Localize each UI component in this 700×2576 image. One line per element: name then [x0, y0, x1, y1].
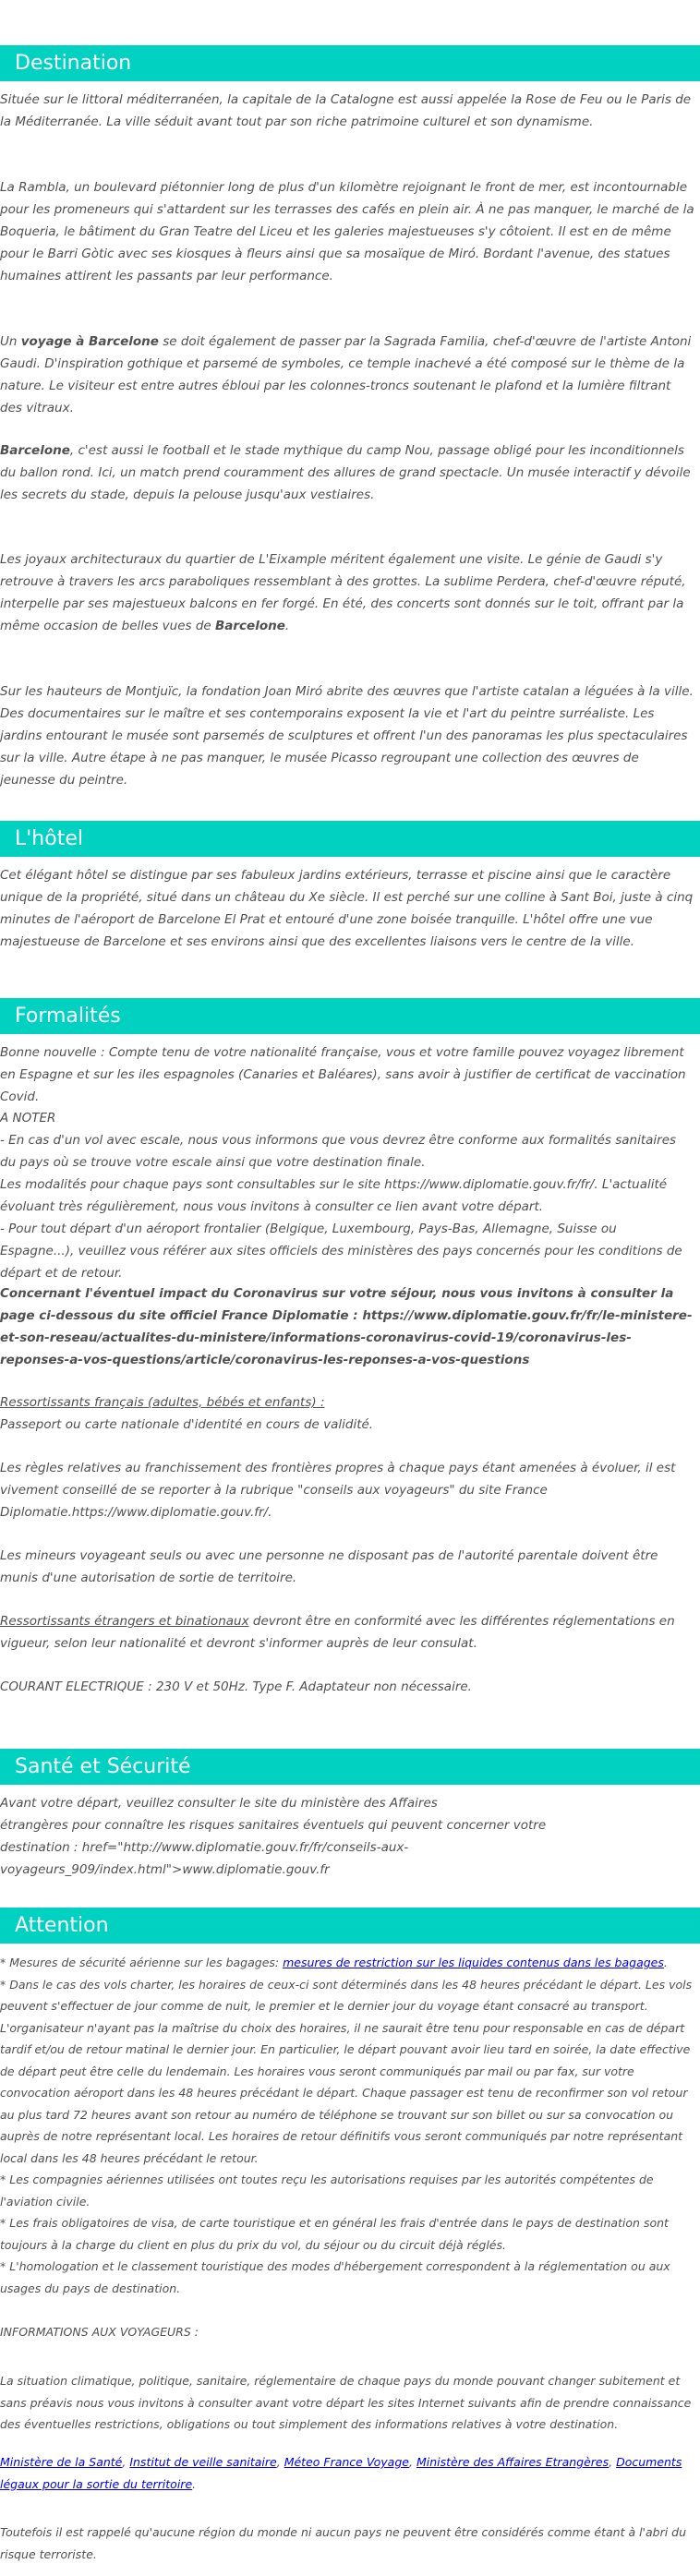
paragraph: La Rambla, un boulevard piétonnier long de plus d'un kilomètre rejoignant le front de mer, est incontournable pour les promeneurs qui s'attardent sur les terrasses des cafés en plein air. À ne pas manquer, le marché de la Boqueria, le bâtiment du Gran Teatre del Liceu et les galeries majestueuses s'y côtoient. Il est en de même pour le Barri Gòtic avec ses kiosques à fleurs ainsi que sa mosaïque de Miró. Bordant l'avenue, des statues humaines attirent les passants par leur performance.	[0, 180, 694, 283]
bold-keyword: Barcelone	[0, 443, 70, 458]
link-veille-sanitaire[interactable]: Institut de veille sanitaire	[129, 2455, 277, 2469]
destination-rambla	[0, 176, 694, 287]
covid-notice: Concernant l'éventuel impact du Coronavirus sur votre séjour, nous vous invitons à consulter la page ci-dessous du site officiel France Diplomatie : https://www.diplomatie.gouv.fr/fr/le-ministere-et-son-reseau/actualites-du-ministere/informations-coronavirus-covid-19/coronavirus-les-reponses-a-vos-questions/article/coronavirus-les-reponses-a-vos-questions	[0, 1286, 693, 1367]
destination-montjuic	[0, 680, 694, 791]
paragraph: Située sur le littoral méditerranéen, la capitale de la Catalogne est aussi appelée la Rose de Feu ou le Paris de la Méditerranée. La ville séduit avant tout par son riche patrimoine culturel et son dynamisme.	[0, 92, 692, 129]
attention-list	[0, 1952, 694, 2299]
link-meteo-france[interactable]: Méteo France Voyage	[284, 2455, 409, 2469]
bold-keyword: voyage à Barcelone	[20, 334, 159, 349]
attention-item: * L'homologation et le classement touristique des modes d'hébergement correspondent à la réglementation ou aux usages du pays de destination.	[0, 2259, 670, 2295]
link-documents-legaux[interactable]: Documents légaux pour la sortie du territoire	[0, 2455, 682, 2491]
paragraph: INFORMATIONS AUX VOYAGEURS :	[0, 2325, 199, 2339]
info-voyageurs-title	[0, 2321, 694, 2343]
noter-title: A NOTER	[0, 1111, 56, 1125]
paragraph: Cet élégant hôtel se distingue par ses fabuleux jardins extérieurs, terrasse et piscine ainsi que le caractère unique de la propriété, situé dans un château du Xe siècle. Il est perché sur une colline à Sant Boi, juste à cinq minutes de l'aéroport de Barcelone El Prat et entouré d'une zone boisée tranquille. L'hôtel offre une vue majestueuse de Barcelone et ses environs ainsi que des excellentes liaisons vers le centre de la ville.	[0, 868, 694, 949]
paragraph: COURANT ELECTRIQUE : 230 V et 50Hz. Type F. Adaptateur non nécessaire.	[0, 1679, 472, 1694]
terrorisme-note	[0, 2522, 694, 2565]
noter-frontalier: - Pour tout départ d'un aéroport frontalier (Belgique, Luxembourg, Pays-Bas, Allemagne, Suisse ou Espagne...), veuillez vous référer aux sites officiels des ministères des pays concernés pour les conditions de départ et de retour.	[0, 1222, 682, 1281]
fr-text: Passeport ou carte nationale d'identité en cours de validité.	[0, 1417, 374, 1432]
noter-escale: - En cas d'un vol avec escale, nous vous informons que vous devrez être conforme aux formalités sanitaires du pays où se trouve votre escale ainsi que votre destination finale.	[0, 1133, 677, 1170]
links-line: Ministère de la Santé, Institut de veille sanitaire, Méteo France Voyage, Ministère des Affaires Etrangères, Documents légaux pour la sortie du territoire.	[0, 2455, 682, 2491]
attention-item: * Les frais obligatoires de visa, de carte touristique et en général les frais d'entrée dans le pays de destination sont toujours à la charge du client en plus du prix du vol, du séjour ou du circuit déjà réglés.	[0, 2216, 669, 2252]
sante-line: étrangères pour connaître les risques sanitaires éventuels qui peuvent concerner votre	[0, 1818, 547, 1833]
paragraph: Barcelone, c'est aussi le football et le stade mythique du camp Nou, passage obligé pour les inconditionnels du ballon rond. Ici, un match prend couramment des allures de grand spectacle. Un musée interactif y dévoile les secrets du stade, depuis la pelouse jusqu'aux vestiaires.	[0, 443, 691, 502]
section-header-sante: Santé et Sécurité	[0, 1749, 700, 1785]
paragraph: Les joyaux architecturaux du quartier de L'Eixample méritent également une visite. Le génie de Gaudi s'y retrouve à travers les arcs paraboliques ressemblant à des grottes. La sublime Perdera, chef-d'œuvre réputé, interpelle par ses majestueux balcons en fer forgé. En été, des concerts sont donnés sur le toit, offrant par la même occasion de belles vues de Barcelone.	[0, 552, 686, 633]
formalites-regles	[0, 1457, 694, 1523]
formalites-etrangers	[0, 1610, 694, 1655]
info-voyageurs-text	[0, 2370, 694, 2436]
sante-text	[0, 1792, 694, 1881]
fr-title: Ressortissants français (adultes, bébés et enfants) :	[0, 1395, 325, 1410]
sante-line: Avant votre départ, veuillez consulter le site du ministère des Affaires	[0, 1796, 438, 1811]
formalites-francais	[0, 1391, 694, 1436]
paragraph: Les règles relatives au franchissement des frontières propres à chaque pays étant amenées à évoluer, il est vivement conseillé de se reporter à la rubrique "conseils aux voyageurs" du site France Diplomatie.https://www.diplomatie.gouv.fr/.	[0, 1461, 676, 1520]
attention-item: * Dans le cas des vols charter, les horaires de ceux-ci sont déterminés dans les 48 heures précédant le départ. Les vols peuvent s'effectuer de jour comme de nuit, le premier et le dernier jour du voyage étant consacré au transport. L'organisateur n'ayant pas la maîtrise du choix des horaires, il ne saurait être tenu pour responsable en cas de départ tardif et/ou de retour matinal le dernier jour. En particulier, le départ pouvant avoir lieu tard en soirée, la date effective de départ peut être celle du lendemain. Les horaires vous seront communiqués par mail ou par fax, sur votre convocation aéroport dans les 48 heures précédant le départ. Chaque passager est tenu de reconfirmer son vol retour au plus tard 72 heures avant son retour au numéro de téléphone se trouvant sur son billet ou sur sa convocation ou auprès de notre représentant local. Les horaires de retour définitifs vous seront communiqués par notre représentant local dans les 48 heures précédant le retour.	[0, 1977, 693, 2165]
destination-intro	[0, 89, 694, 133]
destination-sagrada	[0, 331, 694, 419]
paragraph: La situation climatique, politique, sanitaire, réglementaire de chaque pays du monde pouvant changer subitement et sans préavis nous vous invitons à consulter avant votre départ les sites Internet suivants afin de prendre connaissance des éventuelles restrictions, obligations ou tout simplement des informations relatives à votre destination.	[0, 2374, 692, 2431]
paragraph: Toutefois il est rappelé qu'aucune région du monde ni aucun pays ne peuvent être considérés comme étant à l'abri du risque terroriste.	[0, 2525, 687, 2561]
sante-line: destination : href="http://www.diplomatie.gouv.fr/fr/conseils-aux-voyageurs_909/index.html">www.diplomatie.gouv.fr	[0, 1840, 409, 1877]
paragraph: Un voyage à Barcelone se doit également de passer par la Sagrada Familia, chef-d'œuvre de l'artiste Antoni Gaudi. D'inspiration gothique et parsemé de symboles, ce temple inachevé a été composé sur le thème de la nature. Le visiteur est entre autres ébloui par les colonnes-troncs soutenant le plafond et la lumière filtrant des vitraux.	[0, 334, 692, 415]
paragraph: Bonne nouvelle : Compte tenu de votre nationalité française, vous et votre famille pouvez voyagez librement en Espagne et sur les iles espagnoles (Canaries et Baléares), sans avoir à justifier de certificat de vaccination Covid.	[0, 1045, 686, 1104]
etrangers-title: Ressortissants étrangers et binationaux	[0, 1614, 249, 1629]
formalites-intro	[0, 1041, 694, 1108]
formalites-noter	[0, 1107, 694, 1284]
destination-camp-nou	[0, 439, 694, 506]
formalites-mineurs	[0, 1545, 694, 1589]
paragraph: Sur les hauteurs de Montjuïc, la fondation Joan Miró abrite des œuvres que l'artiste catalan a léguées à la ville. Des documentaires sur le maître et ses contemporains exposent la vie et l'art du peintre surréaliste. Les jardins entourant le musée sont parsemés de sculptures et offrent l'un des panoramas les plus spectaculaires sur la ville. Autre étape à ne pas manquer, le musée Picasso regroupant une collection des œuvres de jeunesse du peintre.	[0, 684, 694, 788]
paragraph: Les mineurs voyageant seuls ou avec une personne ne disposant pas de l'autorité parentale doivent être munis d'une autorisation de sortie de territoire.	[0, 1548, 658, 1585]
liquides-link[interactable]: mesures de restriction sur les liquides contenus dans les bagages	[283, 1956, 664, 1969]
destination-eixample	[0, 548, 694, 637]
attention-item: * Les compagnies aériennes utilisées ont toutes reçu les autorisations requises par les autorités compétentes de l'aviation civile.	[0, 2173, 654, 2209]
section-header-hotel: L'hôtel	[0, 821, 700, 857]
hotel-text	[0, 864, 694, 953]
section-header-formalites: Formalités	[0, 998, 700, 1034]
attention-item: * Mesures de sécurité aérienne sur les bagages: mesures de restriction sur les liquides contenus dans les bagages.	[0, 1956, 668, 1969]
noter-modalites: Les modalités pour chaque pays sont consultables sur le site https://www.diplomatie.gouv.fr/fr/. L'actualité évoluant très régulièrement, nous vous invitons à consulter ce lien avant votre départ.	[0, 1177, 668, 1214]
formalites-covid	[0, 1282, 694, 1371]
link-affaires-etrangeres[interactable]: Ministère des Affaires Etrangères	[416, 2455, 609, 2469]
link-ministere-sante[interactable]: Ministère de la Santé	[0, 2455, 123, 2469]
section-header-attention: Attention	[0, 1908, 700, 1944]
formalites-courant	[0, 1676, 694, 1698]
info-links	[0, 2451, 694, 2495]
bold-keyword: Barcelone	[215, 619, 285, 633]
section-header-destination: Destination	[0, 45, 700, 81]
paragraph: Ressortissants étrangers et binationaux devront être en conformité avec les différentes réglementations en vigueur, selon leur nationalité et devront s'informer auprès de leur consulat.	[0, 1614, 675, 1651]
